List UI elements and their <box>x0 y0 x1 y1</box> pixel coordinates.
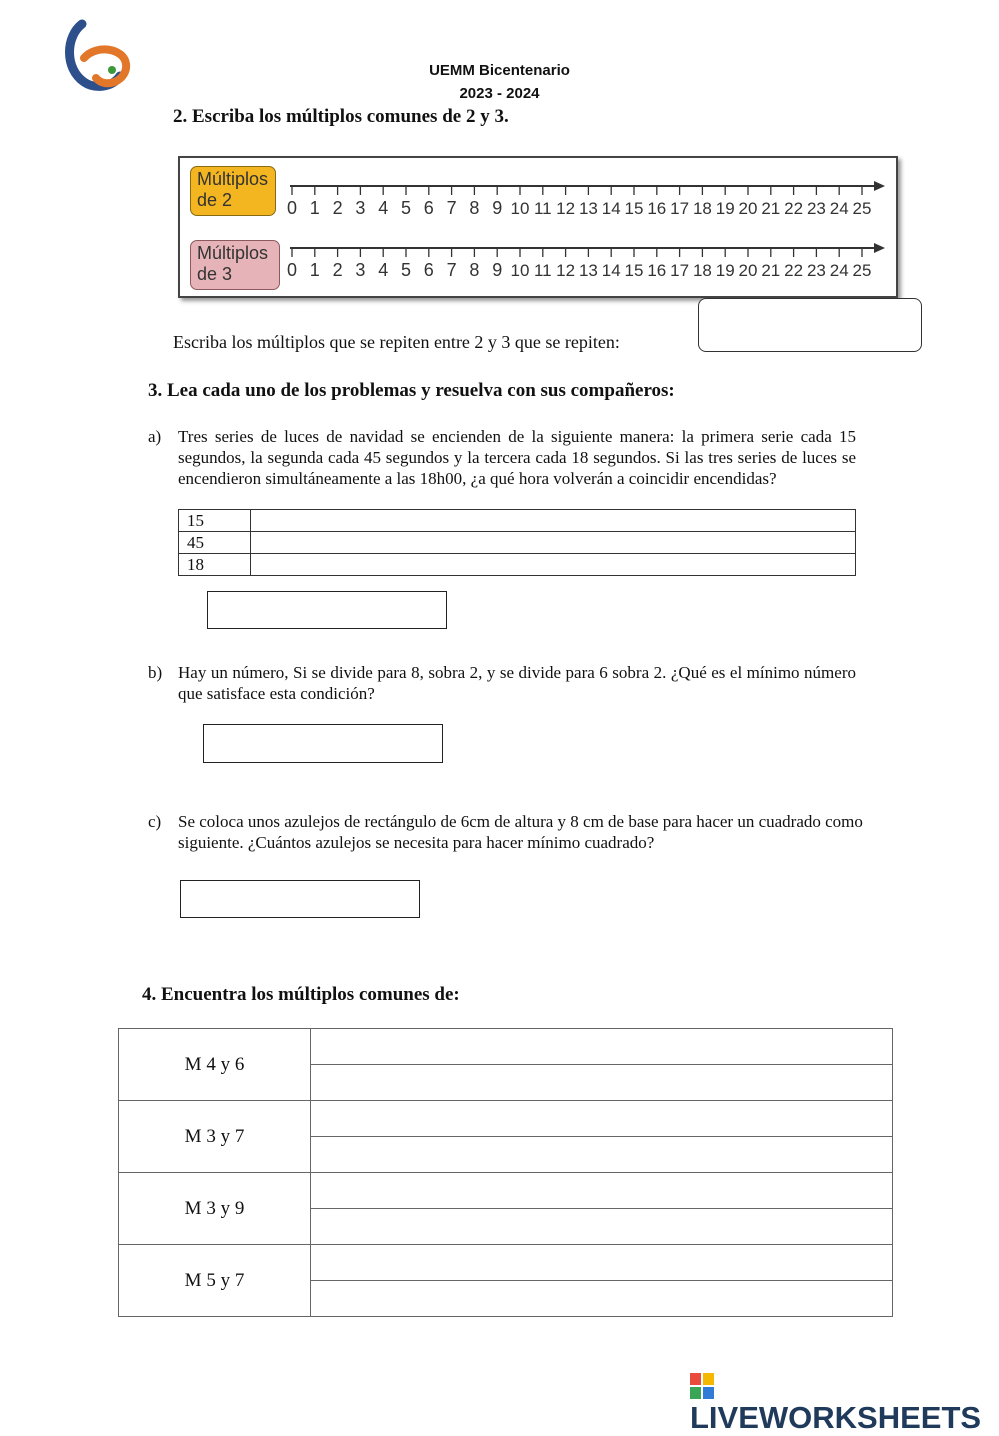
problem-c-answer-box[interactable] <box>180 880 420 918</box>
problem-a-table <box>178 509 856 576</box>
multiples-of-3-number: 19 <box>715 261 735 280</box>
multiples-of-2-number: 22 <box>784 199 804 218</box>
row-18-answer[interactable] <box>251 554 856 576</box>
multiples-of-2-number: 2 <box>332 198 343 218</box>
multiples-of-3-number: 8 <box>469 260 480 280</box>
multiples-of-2-number: 11 <box>533 199 552 218</box>
m4y6-answer-1[interactable] <box>311 1029 893 1065</box>
table-row: M 5 y 7 <box>119 1245 893 1281</box>
multiples-of-3-number: 15 <box>624 261 644 280</box>
number-line-figure <box>178 156 898 298</box>
multiples-of-2-number: 12 <box>556 199 576 218</box>
liveworksheets-brand: LIVEWORKSHEETS <box>690 1400 982 1435</box>
multiples-of-2-number: 21 <box>761 199 781 218</box>
multiples-of-2-number: 1 <box>309 198 320 218</box>
multiples-of-2-number: 14 <box>601 199 621 218</box>
multiples-of-3-number: 6 <box>423 260 434 280</box>
problem-c-letter: c) <box>148 812 162 831</box>
multiples-of-2-number: 23 <box>806 199 826 218</box>
m3y7-answer-2[interactable] <box>311 1137 893 1173</box>
problem-b-text: Hay un número, Si se divide para 8, sobra 2, y se divide para 6 sobra 2. ¿Qué es el mínimo número que satisface esta condición? <box>178 663 856 703</box>
multiples-of-2-number: 0 <box>286 198 298 218</box>
number-lines <box>180 158 896 296</box>
multiples-of-3-number: 9 <box>492 260 503 280</box>
table-row: 15 <box>179 510 856 532</box>
repeated-multiples-prompt: Escriba los múltiplos que se repiten entre 2 y 3 que se repiten: <box>173 332 620 352</box>
problem-b-letter: b) <box>148 663 163 682</box>
multiples-of-3-number: 1 <box>309 260 320 280</box>
question-3-title: 3. Lea cada uno de los problemas y resuelva con sus compañeros: <box>148 380 675 401</box>
question-2-title: 2. Escriba los múltiplos comunes de 2 y 3. <box>173 106 509 127</box>
row-15-answer[interactable] <box>251 510 856 532</box>
school-logo <box>62 18 134 94</box>
multiples-of-2-number: 10 <box>510 199 530 218</box>
common-multiples-table <box>118 1028 893 1317</box>
multiples-of-2-number: 5 <box>400 198 412 218</box>
multiples-of-2-number: 9 <box>492 198 503 218</box>
m3y7-answer-1[interactable] <box>311 1101 893 1137</box>
multiples-of-2-number: 3 <box>355 198 366 218</box>
multiples-of-3-number: 25 <box>852 261 872 280</box>
multiples-of-3-number: 23 <box>806 261 826 280</box>
multiples-of-2-number: 25 <box>852 199 872 218</box>
multiples-of-3-label: Múltiplos de 3 <box>190 240 280 290</box>
multiples-of-3-number: 20 <box>738 261 758 280</box>
school-name: UEMM Bicentenario <box>429 62 570 79</box>
question-4-title: 4. Encuentra los múltiplos comunes de: <box>142 984 460 1005</box>
multiples-of-3-number: 13 <box>578 261 598 280</box>
liveworksheets-icon <box>690 1373 714 1399</box>
multiples-of-2-arrow <box>874 181 885 191</box>
multiples-of-2-number: 6 <box>423 198 434 218</box>
multiples-of-3-number: 4 <box>378 260 389 280</box>
multiples-of-3-number: 16 <box>647 261 667 280</box>
repeated-multiples-answer-box[interactable] <box>698 298 922 352</box>
multiples-of-3-number: 14 <box>601 261 621 280</box>
problem-c-text: Se coloca unos azulejos de rectángulo de 6cm de altura y 8 cm de base para hacer un cuadrado como siguiente. ¿Cuántos azulejos se necesita para hacer mínimo cuadrado? <box>178 812 863 852</box>
multiples-of-3-number: 21 <box>761 261 781 280</box>
m5y7-answer-2[interactable] <box>311 1281 893 1317</box>
multiples-of-3-number: 11 <box>533 261 552 280</box>
multiples-of-3-number: 0 <box>286 260 298 280</box>
multiples-of-2-number: 13 <box>578 199 598 218</box>
multiples-of-2-number: 17 <box>670 199 690 218</box>
multiples-of-2-number: 7 <box>446 198 457 218</box>
m4y6-answer-2[interactable] <box>311 1065 893 1101</box>
multiples-of-2-label: Múltiplos de 2 <box>190 166 276 216</box>
table-row: 45 <box>179 532 856 554</box>
multiples-of-2-number: 15 <box>624 199 644 218</box>
multiples-of-3-number: 10 <box>510 261 530 280</box>
multiples-of-3-number: 12 <box>556 261 576 280</box>
problem-b-answer-box[interactable] <box>203 724 443 763</box>
multiples-of-2-number: 20 <box>738 199 758 218</box>
school-year: 2023 - 2024 <box>459 85 540 102</box>
multiples-of-3-number: 18 <box>692 261 712 280</box>
multiples-of-2-number: 19 <box>715 199 735 218</box>
table-row: M 3 y 9 <box>119 1173 893 1209</box>
m3y9-answer-1[interactable] <box>311 1173 893 1209</box>
table-row: M 3 y 7 <box>119 1101 893 1137</box>
m3y9-answer-2[interactable] <box>311 1209 893 1245</box>
multiples-of-2-number: 18 <box>692 199 712 218</box>
multiples-of-3-number: 2 <box>332 260 343 280</box>
problem-a-answer-box[interactable] <box>207 591 447 629</box>
multiples-of-3-number: 5 <box>400 260 412 280</box>
problem-a-letter: a) <box>148 427 162 446</box>
multiples-of-3-number: 7 <box>446 260 457 280</box>
row-45-answer[interactable] <box>251 532 856 554</box>
m5y7-answer-1[interactable] <box>311 1245 893 1281</box>
multiples-of-2-number: 4 <box>378 198 389 218</box>
multiples-of-3-number: 24 <box>829 261 849 280</box>
problem-a-text: Tres series de luces de navidad se encienden de la siguiente manera: la primera serie cada 15 segundos, la segunda cada 45 segundos y la tercera cada 18 segundos. Si las tres series de luces se encendieron simultáneamente a las 18h00, ¿a qué hora volverán a coincidir encendidas? <box>178 427 856 488</box>
multiples-of-2-number: 8 <box>469 198 480 218</box>
multiples-of-2-number: 16 <box>647 199 667 218</box>
multiples-of-2-number: 24 <box>829 199 849 218</box>
table-row: M 4 y 6 <box>119 1029 893 1065</box>
liveworksheets-logo <box>690 1373 999 1436</box>
multiples-of-3-number: 22 <box>784 261 804 280</box>
table-row: 18 <box>179 554 856 576</box>
multiples-of-3-arrow <box>874 243 885 253</box>
multiples-of-3-number: 3 <box>355 260 366 280</box>
multiples-of-3-number: 17 <box>670 261 690 280</box>
